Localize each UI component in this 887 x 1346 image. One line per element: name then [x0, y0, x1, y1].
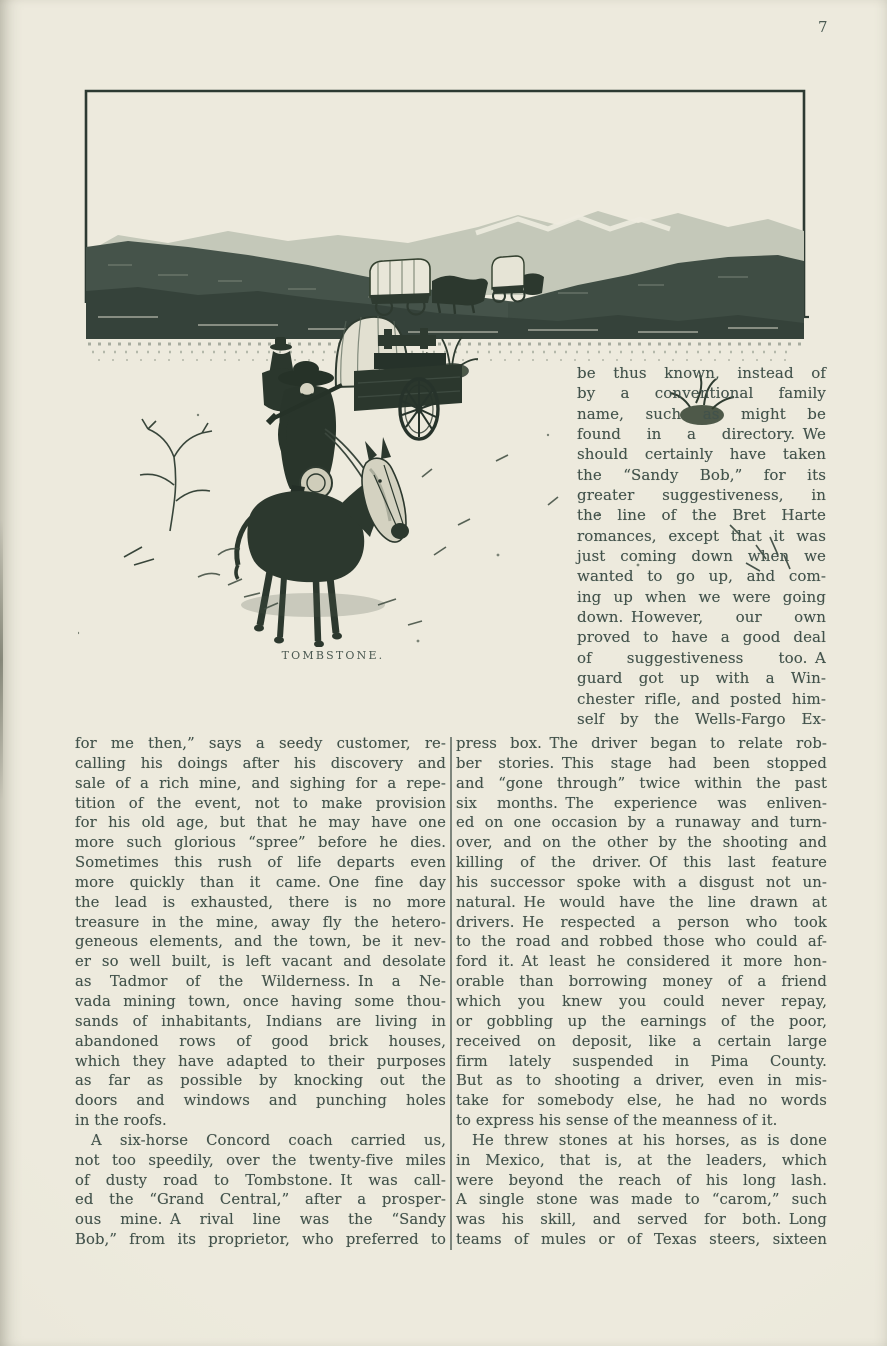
text-line: ber stories. This stage had been stopped: [456, 754, 827, 772]
text-line: received on deposit, like a certain large: [456, 1032, 827, 1050]
text-line: were beyond the reach of his long lash.: [456, 1171, 827, 1189]
text-line: for me then,” says a seedy customer, re-: [75, 735, 446, 752]
text-line: to express his sense of the meanness of it.: [456, 1112, 778, 1130]
text-line: not too speedily, over the twenty-five miles: [75, 1151, 446, 1169]
text-line: and “gone through” twice within the past: [456, 774, 827, 792]
text-line: which they have adapted to their purposes: [75, 1052, 446, 1070]
text-line: name, such as might be: [577, 404, 826, 423]
text-line: of dusty road to Tombstone. It was call-: [75, 1171, 446, 1189]
text-line: to the road and robbed those who could af-: [456, 933, 827, 951]
text-line: over, and on the other by the shooting and: [456, 834, 827, 852]
text-line: er so well built, is left vacant and desolate: [75, 953, 446, 971]
text-line: natural. He would have the line drawn at: [456, 893, 827, 911]
text-line: killing of the driver. Of this last feature: [456, 854, 827, 872]
text-line: more quickly than it came. One fine day: [75, 873, 446, 891]
text-line: should certainly have taken: [577, 445, 826, 464]
text-line: as Tadmor of the Wilderness. In a Ne-: [75, 973, 446, 991]
text-line: A single stone was made to “carom,” such: [456, 1191, 827, 1209]
text-line: wanted to go up, and com-: [577, 567, 826, 586]
text-line: self by the Wells-Fargo Ex-: [577, 709, 826, 728]
text-line: ing up when we were going: [577, 587, 826, 606]
left-shrub: [124, 419, 212, 565]
text-line: firm lately suspended in Pima County.: [456, 1052, 827, 1070]
text-line: romances, except that it was: [577, 526, 826, 545]
text-line: drivers. He respected a person who took: [456, 913, 827, 931]
illustration-caption: TOMBSTONE.: [281, 649, 385, 662]
text-line: down. However, our own: [577, 608, 826, 627]
text-line: ous mine. A rival line was the “Sandy: [75, 1211, 446, 1229]
text-line: guard got up with a Win-: [577, 669, 826, 688]
text-line: vada mining town, once having some thou-: [75, 992, 446, 1010]
mountains: [86, 211, 804, 339]
text-line: sale of a rich mine, and sighing for a repe-: [75, 774, 446, 792]
text-line: orable than borrowing money of a friend: [456, 973, 827, 991]
text-line: more such glorious “spree” before he dies.: [75, 834, 446, 852]
text-line: doors and windows and punching holes: [75, 1092, 446, 1110]
text-line: in the roofs.: [75, 1112, 167, 1130]
text-line: But as to shooting a driver, even in mis-: [456, 1072, 827, 1090]
text-line: calling his doings after his discovery and: [75, 754, 446, 772]
text-line: A six-horse Concord coach carried us,: [91, 1131, 446, 1149]
text-line: He threw stones at his horses, as is done: [472, 1131, 827, 1149]
text-line: in Mexico, that is, at the leaders, which: [456, 1151, 827, 1169]
text-line: ed the “Grand Central,” after a prosper-: [75, 1191, 446, 1209]
text-line: his successor spoke with a disgust not un-: [456, 873, 827, 891]
text-line: or gobbling up the earnings of the poor,: [456, 1012, 827, 1030]
column-divider: [450, 737, 452, 1250]
text-line: the lead is exhausted, there is no more: [75, 893, 446, 911]
text-line: the line of the Bret Harte: [577, 506, 826, 525]
text-line: abandoned rows of good brick houses,: [75, 1032, 446, 1050]
text-line: the “Sandy Bob,” for its: [577, 465, 826, 484]
text-line: take for somebody else, he had no words: [456, 1092, 827, 1110]
text-line: of suggestiveness too. A: [577, 648, 826, 667]
text-line: just coming down when we: [577, 547, 826, 566]
text-line: six months. The experience was enliven-: [456, 794, 827, 812]
text-line: which you knew you could never repay,: [456, 992, 827, 1010]
text-line: treasure in the mine, away fly the hetero-: [75, 913, 446, 931]
text-line: be thus known, instead of: [577, 364, 826, 382]
text-line: geneous elements, and the town, be it nev-: [75, 933, 446, 951]
text-line: teams of mules or of Texas steers, sixteen: [456, 1231, 827, 1249]
text-line: ford it. At least he considered it more hon-: [456, 953, 827, 971]
text-line: sands of inhabitants, Indians are living in: [75, 1012, 446, 1030]
column-left: [75, 734, 446, 1250]
text-line: greater suggestiveness, in: [577, 486, 826, 505]
text-line: Sometimes this rush of life departs even: [75, 854, 446, 872]
text-line: proved to have a good deal: [577, 628, 826, 647]
text-line: found in a directory. We: [577, 425, 826, 444]
text-line: tition of the event, not to make provision: [75, 794, 446, 812]
column-right-narrow: [577, 363, 826, 729]
column-right: [456, 734, 827, 1250]
page-number: 7: [818, 18, 828, 36]
text-line: Bob,” from its proprietor, who preferred to: [75, 1231, 446, 1249]
text-line: by a conventional family: [577, 384, 826, 403]
text-line: ed on one occasion by a runaway and turn-: [456, 814, 827, 832]
text-line: was his skill, and served for both. Long: [456, 1211, 827, 1229]
text-line: press box. The driver began to relate rob-: [456, 735, 827, 752]
text-line: chester rifle, and posted him-: [577, 689, 826, 708]
text-line: as far as possible by knocking out the: [75, 1072, 446, 1090]
text-line: for his old age, but that he may have one: [75, 814, 446, 832]
